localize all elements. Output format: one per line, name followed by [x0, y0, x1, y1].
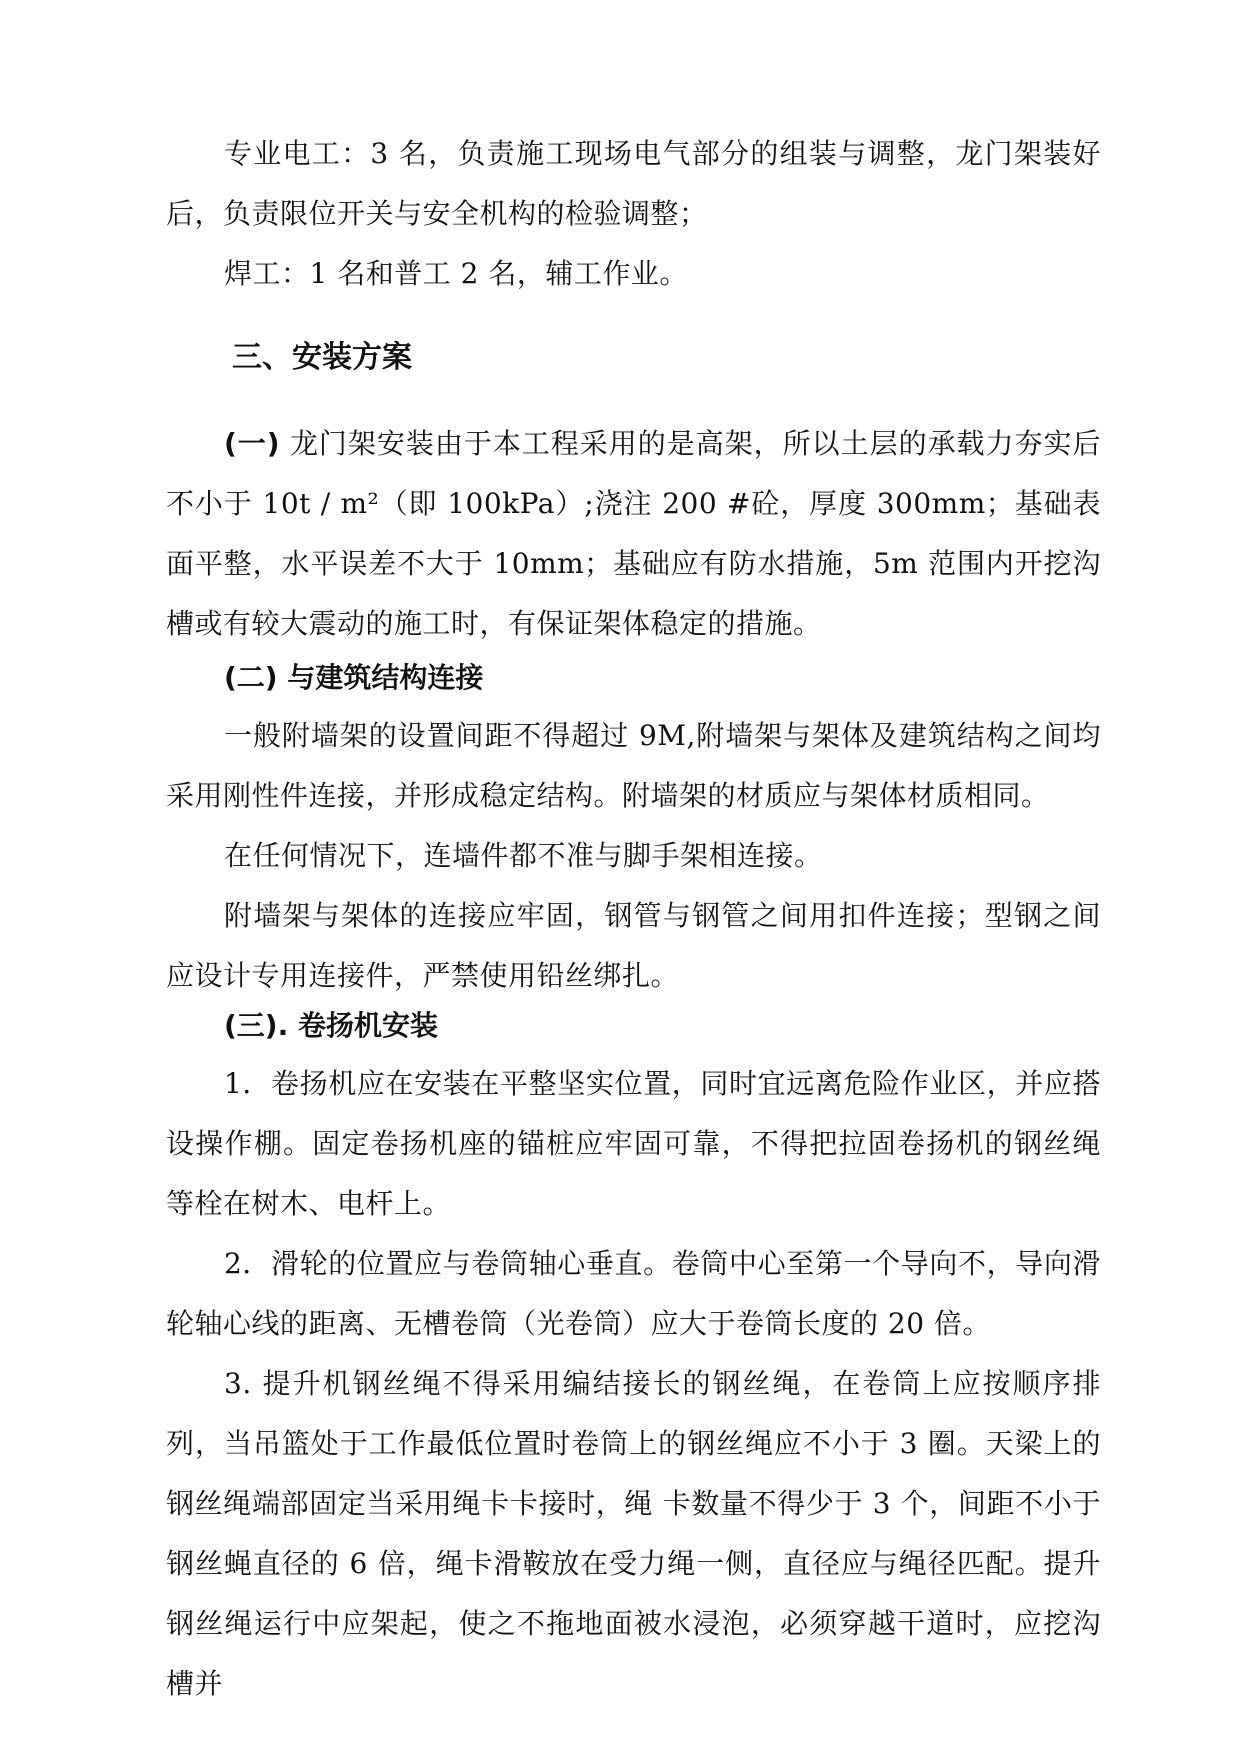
paragraph-wire-rope: 3. 提升机钢丝绳不得采用编结接长的钢丝绳，在卷筒上应按顺序排列，当吊篮处于工作最低位置时卷筒上的钢丝绳应不小于 3 圈。天梁上的钢丝绳端部固定当采用绳卡卡接时，绳 卡数量不得少于 3 个，间距不小于钢丝蝇直径的 6 倍，绳卡滑鞍放在受力绳一侧，直径应与绳径匹配。提升钢丝绳运行中应架起，使之不拖地面被水浸泡，必须穿越干道时，应挖沟槽并: [166, 1367, 1101, 1700]
subheading-foundation-marker: (一): [224, 427, 281, 460]
paragraph-foundation: [166, 414, 1101, 654]
paragraph-electrician: 专业电工：3 名，负责施工现场电气部分的组装与调整，龙门架装好后，负责限位开关与安全机构的检验调整；: [166, 137, 1101, 230]
subheading-structure-connection: (二) 与建筑结构连接: [224, 661, 484, 694]
paragraph-wall-tie-rule: 在任何情况下，连墙件都不准与脚手架相连接。: [224, 839, 823, 872]
paragraph-winch-position: 1．卷扬机应在安装在平整坚实位置，同时宜远离危险作业区，并应搭设操作棚。固定卷扬机座的锚桩应牢固可靠，不得把拉固卷扬机的钢丝绳等栓在树木、电杆上。: [166, 1067, 1101, 1220]
section-heading-install-plan: 三、安装方案: [232, 340, 412, 375]
paragraph-welder: 焊工：1 名和普工 2 名，辅工作业。: [224, 257, 688, 290]
paragraph-wall-bracket-connection: 附墙架与架体的连接应牢固，钢管与钢管之间用扣件连接；型钢之间应设计专用连接件，严禁使用铅丝绑扎。: [166, 899, 1101, 992]
paragraph-pulley-position: 2．滑轮的位置应与卷筒轴心垂直。卷筒中心至第一个导向不，导向滑轮轴心线的距离、无槽卷筒（光卷筒）应大于卷筒长度的 20 倍。: [166, 1247, 1101, 1340]
subheading-winch-install: (三). 卷扬机安装: [224, 1009, 438, 1042]
paragraph-wall-bracket-spacing: 一般附墙架的设置间距不得超过 9M,附墙架与架体及建筑结构之间均采用刚性件连接，并形成稳定结构。附墙架的材质应与架体材质相同。: [166, 719, 1101, 812]
paragraph-foundation-text: 龙门架安装由于本工程采用的是高架，所以土层的承载力夯实后不小于 10t / m²（即 100kPa）;浇注 200 #砼，厚度 300mm；基础表面平整，水平误差不大于 10mm；基础应有防水措施，5m 范围内开挖沟槽或有较大震动的施工时，有保证架体稳定的措施。: [166, 427, 1101, 640]
